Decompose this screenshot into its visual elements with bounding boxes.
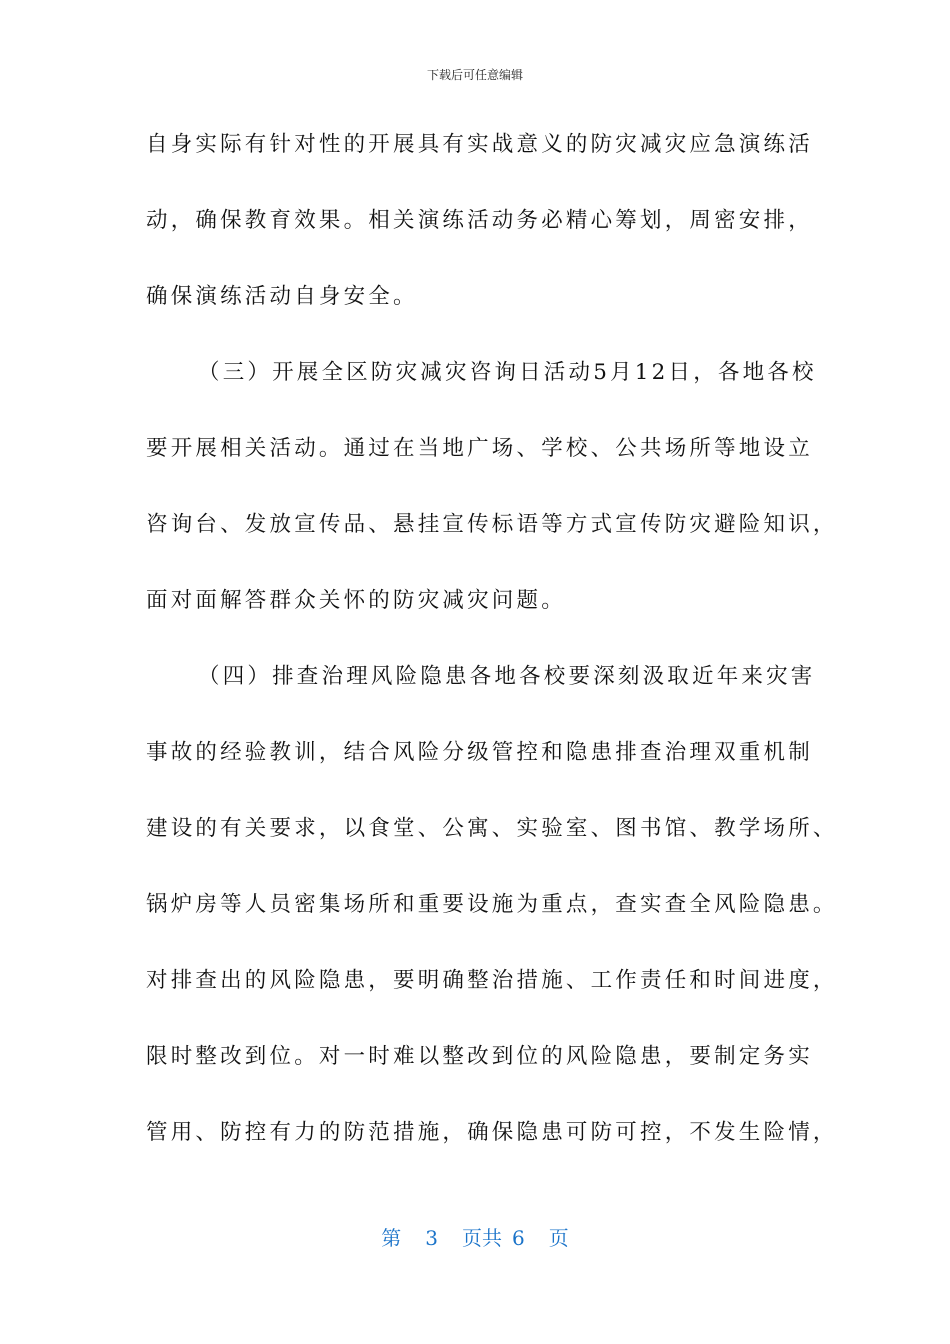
text-line: 咨询台、发放宣传品、悬挂宣传标语等方式宣传防灾避险知识， bbox=[146, 512, 838, 537]
text-line: 自身实际有针对性的开展具有实战意义的防灾减灾应急演练活 bbox=[146, 132, 813, 157]
text-line: 要开展相关活动。通过在当地广场、学校、公共场所等地设立 bbox=[146, 436, 813, 461]
text-line: 确保演练活动自身安全。 bbox=[146, 284, 418, 309]
page-label-mid: 页共 bbox=[462, 1226, 502, 1250]
text-line: 事故的经验教训，结合风险分级管控和隐患排查治理双重机制 bbox=[146, 740, 813, 765]
page-label-prefix: 第 bbox=[381, 1226, 402, 1250]
text-line: 管用、防控有力的防范措施，确保隐患可防可控，不发生险情， bbox=[146, 1120, 838, 1145]
text-line: 动，确保教育效果。相关演练活动务必精心筹划，周密安排， bbox=[146, 208, 813, 233]
text-line: 对排查出的风险隐患，要明确整治措施、工作责任和时间进度， bbox=[146, 968, 838, 993]
section-heading-line: （三）开展全区防灾减灾咨询日活动5月12日，各地各校 bbox=[198, 360, 817, 385]
section-heading-line: （四）排查治理风险隐患各地各校要深刻汲取近年来灾害 bbox=[198, 664, 816, 689]
document-body bbox=[146, 122, 838, 1186]
text-line: 锅炉房等人员密集场所和重要设施为重点，查实查全风险隐患。 bbox=[146, 892, 838, 917]
header-note: 下载后可任意编辑 bbox=[426, 68, 523, 82]
text-line: 限时整改到位。对一时难以整改到位的风险隐患，要制定务实 bbox=[146, 1044, 813, 1069]
text-line: 面对面解答群众关怀的防灾减灾问题。 bbox=[146, 588, 566, 613]
page-footer bbox=[0, 1222, 950, 1251]
current-page-number: 3 bbox=[425, 1226, 438, 1250]
text-line: 建设的有关要求，以食堂、公寓、实验室、图书馆、教学场所、 bbox=[146, 816, 838, 841]
page-label-suffix: 页 bbox=[548, 1226, 569, 1250]
total-pages-number: 6 bbox=[512, 1226, 525, 1250]
